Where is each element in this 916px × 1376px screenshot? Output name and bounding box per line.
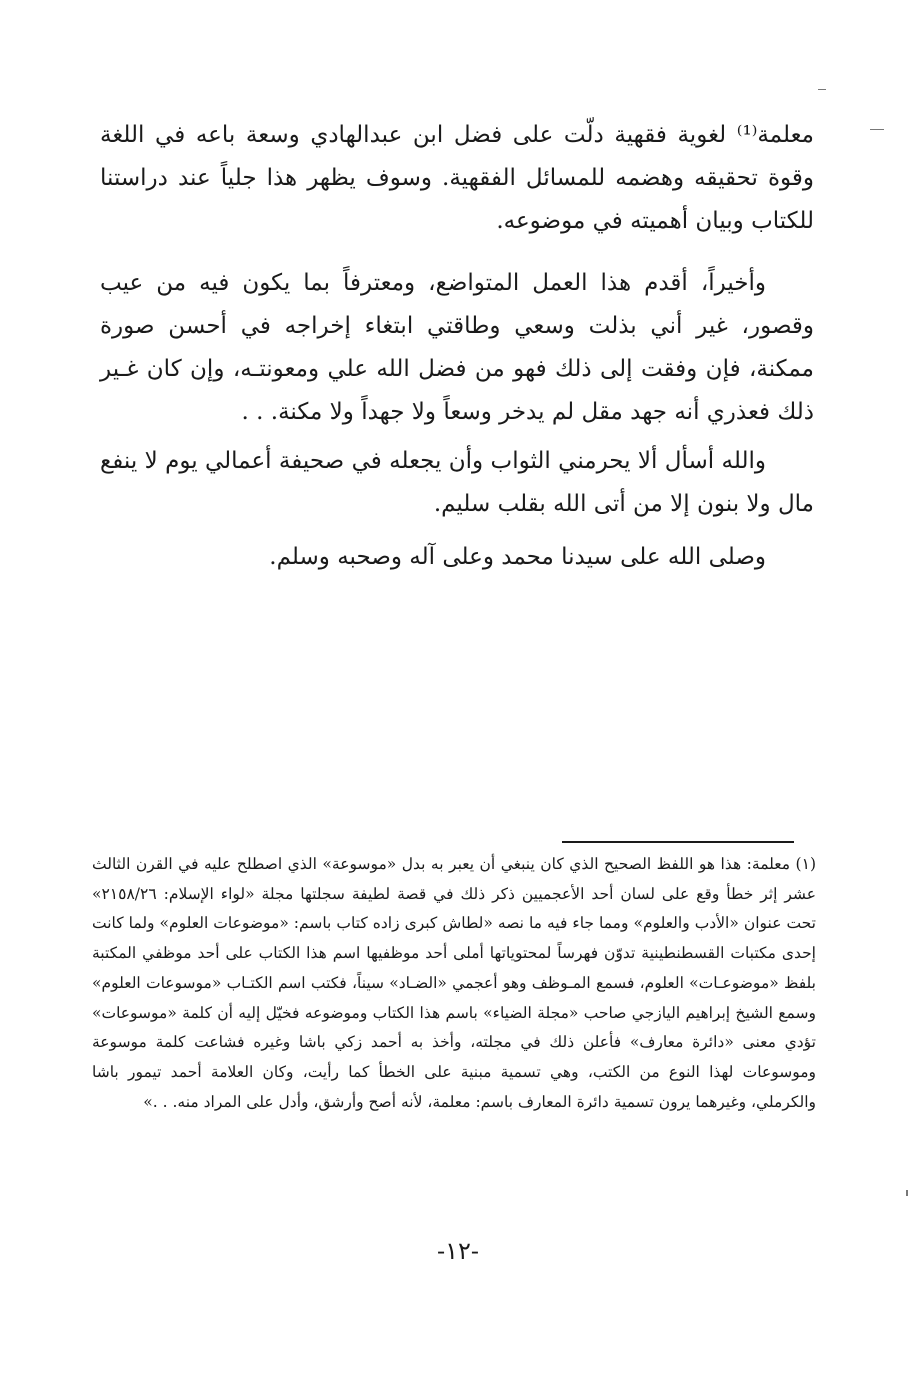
paragraph-closing-prayer: وصلى الله على سيدنا محمد وعلى آله وصحبه وسلم. <box>269 544 766 570</box>
footnote-separator <box>562 841 794 843</box>
scan-mark <box>818 89 826 90</box>
page-number: -١٢- <box>437 1237 479 1265</box>
paragraph-intro: معلمة⁽¹⁾ لغوية فقهية دلّت على فضل ابن عبدالهادي وسعة باعه في اللغة وقوة تحقيقه وهضمه للمسائل الفقهية. وسوف يظهر هذا جلياً عند دراستنا للكتاب وبيان أهميته في موضوعه. <box>100 122 814 234</box>
paragraph-supplication: والله أسأل ألا يحرمني الثواب وأن يجعله في صحيفة أعمالي يوم لا ينفع مال ولا بنون إلا من أتى الله بقلب سليم. <box>100 448 814 517</box>
paragraph-acknowledgment: وأخيراً، أقدم هذا العمل المتواضع، ومعترفاً بما يكون فيه من عيب وقصور، غير أني بذلت وسعي وطاقتي ابتغاء إخراجه في أحسن صورة ممكنة، فإن وفقت إلى ذلك فهو من فضل الله علي ومعونتـه، وإن كان غـير ذلك فعذري أنه جهد مقل لم يدخر وسعاً ولا جهداً ولا مكنة. . . <box>100 270 814 425</box>
scan-mark <box>906 1190 908 1196</box>
footnote: (١) معلمة: هذا هو اللفظ الصحيح الذي كان ينبغي أن يعبر به بدل «موسوعة» الذي اصطلح عليه في القرن الثالث عشر إثر خطأ وقع على لسان أحد الأعجميين ذكر ذلك في قصة لطيفة سجلتها مجلة «لواء الإسلام: ٢١٥٨/٢٦» تحت عنوان «الأدب والعلوم» ومما جاء فيه ما نصه «لطاش كبرى زاده كتاب باسم: «موضوعات العلوم» ولما كانت إحدى مكتبات القسطنطينية تدوّن فهرساً لمحتوياتها أملى أحد موظفيها اسم هذا الكتاب على أحد موظفي المكتبة بلفظ «موضوعـات» العلوم، فسمع المـوظف وهو أعجمي «الضـاد» سيناً، فكتب اسم الكتـاب «موسوعات العلوم» وسمع الشيخ إبراهيم اليازجي صاحب «مجلة الضياء» باسم هذا الكتاب وموضوعه فخيّل إليه أن كلمة «موسوعات» تؤدي معنى «دائرة معارف» فأعلن ذلك في مجلته، وأخذ به أحمد زكي باشا وغيره فشاعت كلمة موسوعة وموسوعات لهذا النوع من الكتب، وهي تسمية مبنية على الخطأ كما رأيت، وكان العلامة أحمد تيمور باشا والكرملي، وغيرهما يرون تسمية دائرة المعارف باسم: معلمة، لأنه أصح وأرشق، وأدل على المراد منه. . .» <box>92 855 816 1111</box>
scan-mark <box>870 129 884 130</box>
